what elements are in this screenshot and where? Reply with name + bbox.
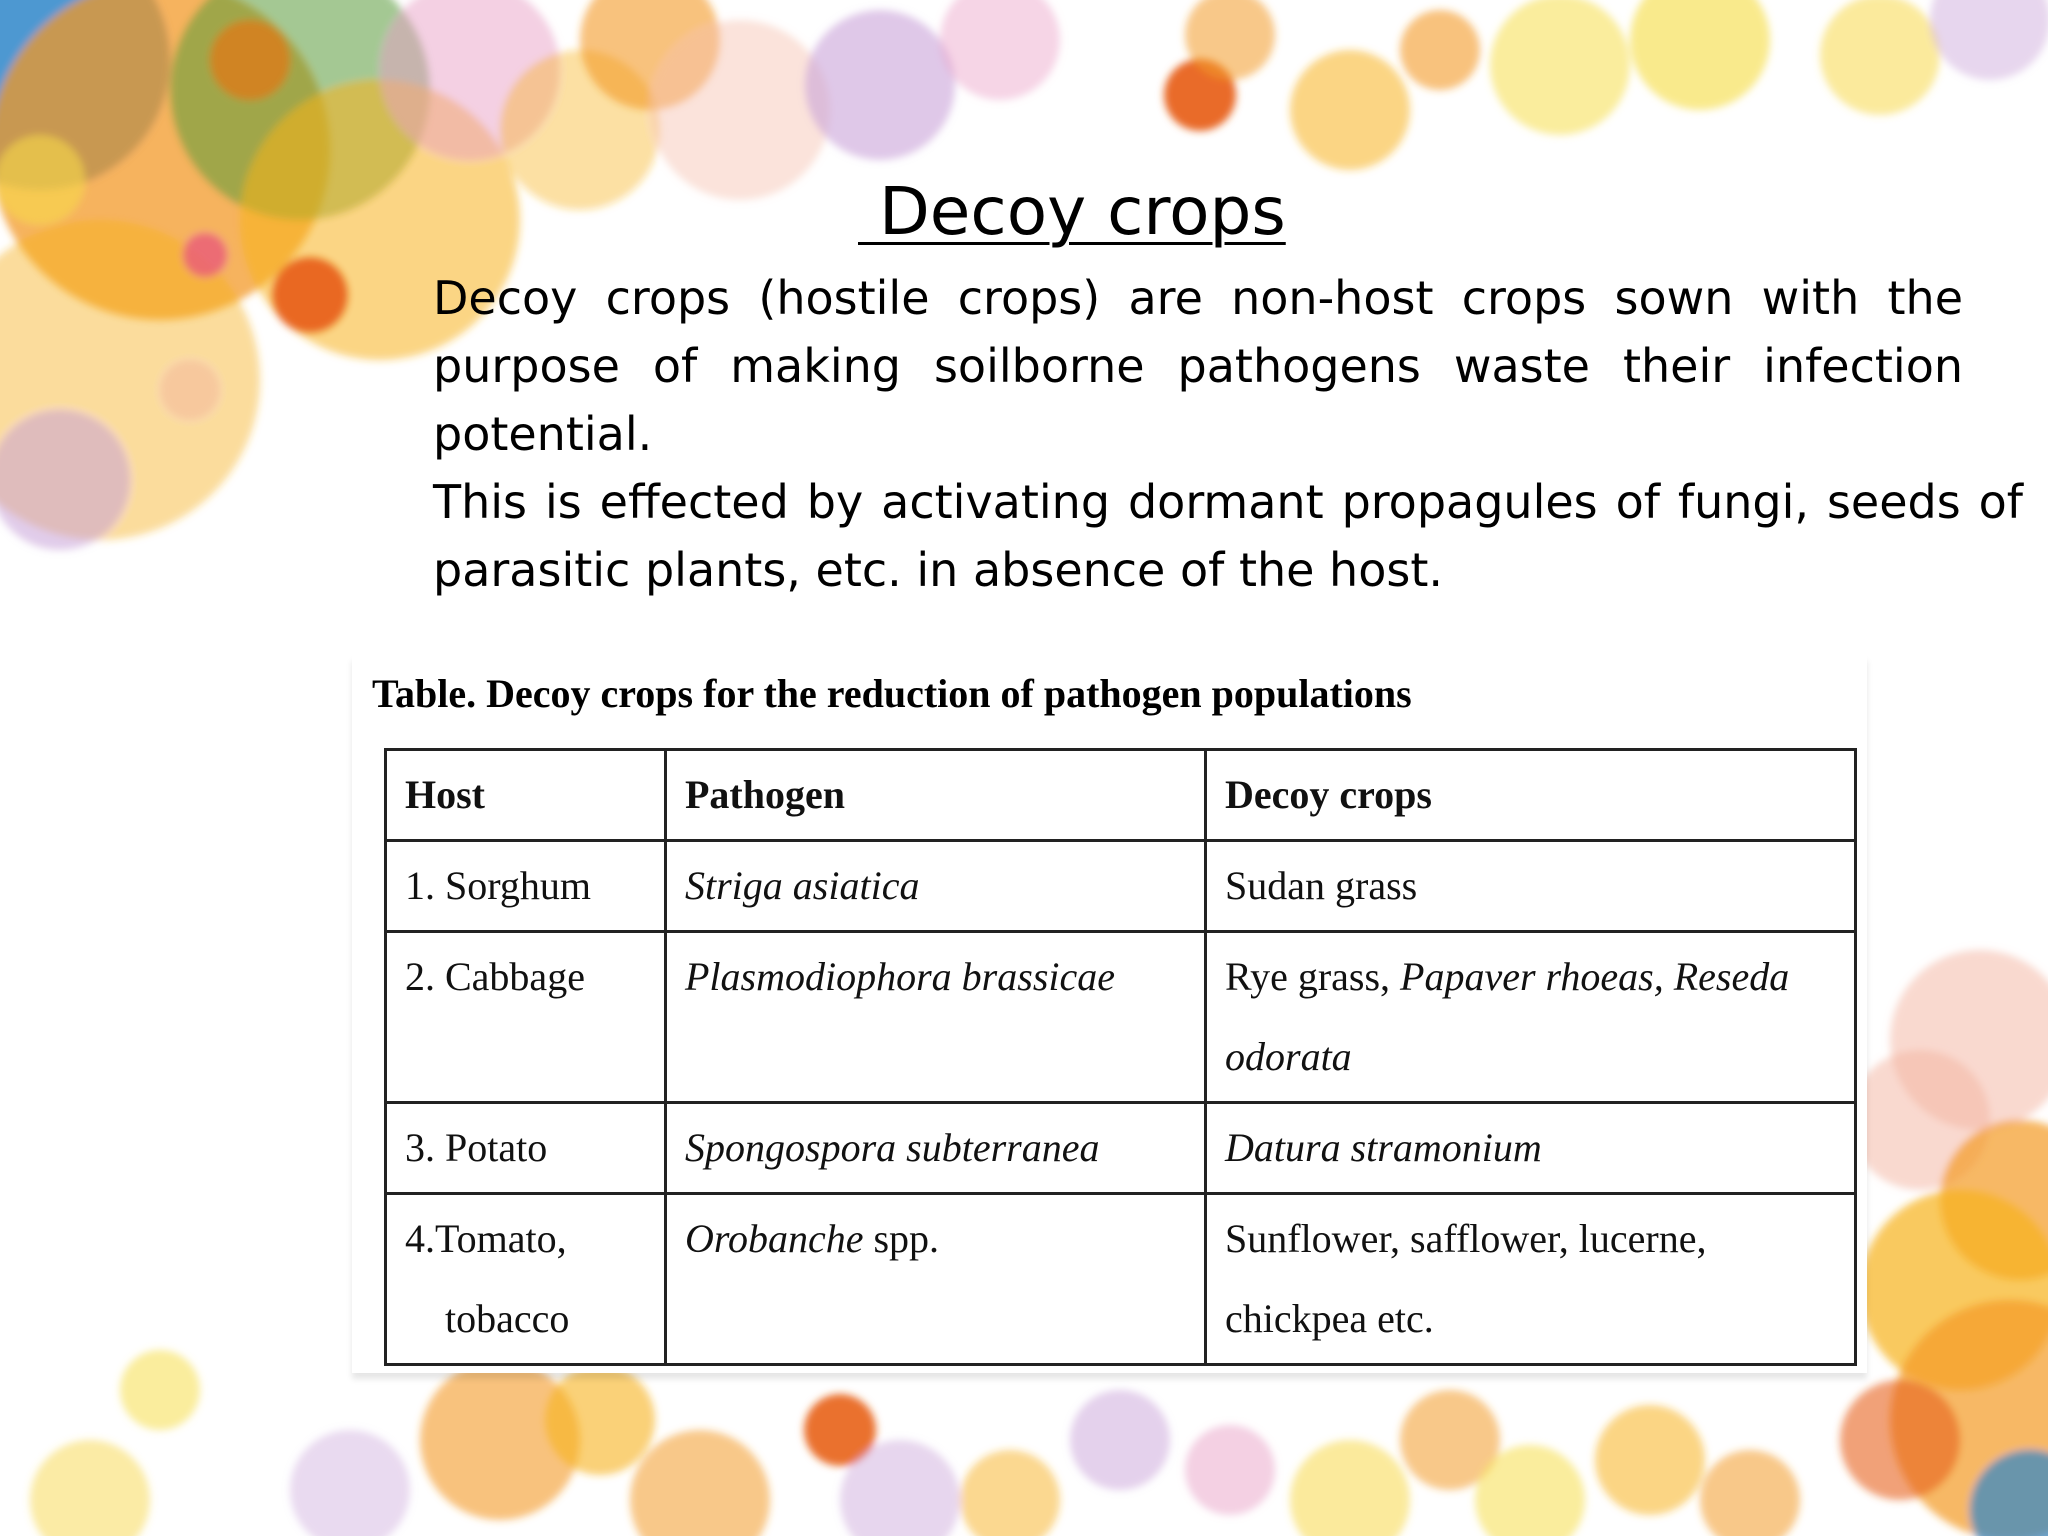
decoy-cell: Sudan grass <box>1206 841 1856 932</box>
table-row <box>386 1194 1856 1365</box>
paragraph-mechanism: This is effected by activating dormant propagules of fungi, seeds of parasitic plants, etc. in absence of the host. <box>433 475 2023 597</box>
table-caption-label: Table. <box>372 671 477 716</box>
decoy-cell <box>1206 932 1856 1103</box>
pathogen-suffix: spp. <box>863 1216 940 1261</box>
table-header-row <box>386 750 1856 841</box>
table-row <box>386 932 1856 1103</box>
host-line-1: 4.Tomato, <box>405 1216 567 1261</box>
host-cell: 1. Sorghum <box>386 841 666 932</box>
host-cell: 2. Cabbage <box>386 932 666 1103</box>
host-line-2: tobacco <box>445 1296 570 1341</box>
pathogen-cell: Plasmodiophora brassicae <box>666 932 1206 1103</box>
header-host: Host <box>386 750 666 841</box>
decoy-cell: Sunflower, safflower, lucerne, chickpea etc. <box>1206 1194 1856 1365</box>
decoy-crops-table <box>384 748 1857 1366</box>
host-cell: 3. Potato <box>386 1103 666 1194</box>
decoy-text-plain: Rye grass, <box>1225 954 1401 999</box>
table-caption <box>372 666 1412 722</box>
table-row <box>386 1103 1856 1194</box>
header-pathogen: Pathogen <box>666 750 1206 841</box>
pathogen-genus: Orobanche <box>685 1216 864 1261</box>
decoy-cell: Datura stramonium <box>1206 1103 1856 1194</box>
paragraph-definition: Decoy crops (hostile crops) are non-host crops sown with the purpose of making soilborne pathogens waste their infection potential. <box>433 271 1963 461</box>
host-cell <box>386 1194 666 1365</box>
table-caption-text: Decoy crops for the reduction of pathogen populations <box>476 671 1412 716</box>
pathogen-cell: Striga asiatica <box>666 841 1206 932</box>
body-text <box>433 264 2023 604</box>
slide-title: Decoy crops <box>858 173 1286 250</box>
pathogen-cell: Spongospora subterranea <box>666 1103 1206 1194</box>
pathogen-cell <box>666 1194 1206 1365</box>
header-decoy-crops: Decoy crops <box>1206 750 1856 841</box>
table-row <box>386 841 1856 932</box>
decoy-text-italic: Papaver rhoeas, Reseda odorata <box>1225 954 1790 1079</box>
